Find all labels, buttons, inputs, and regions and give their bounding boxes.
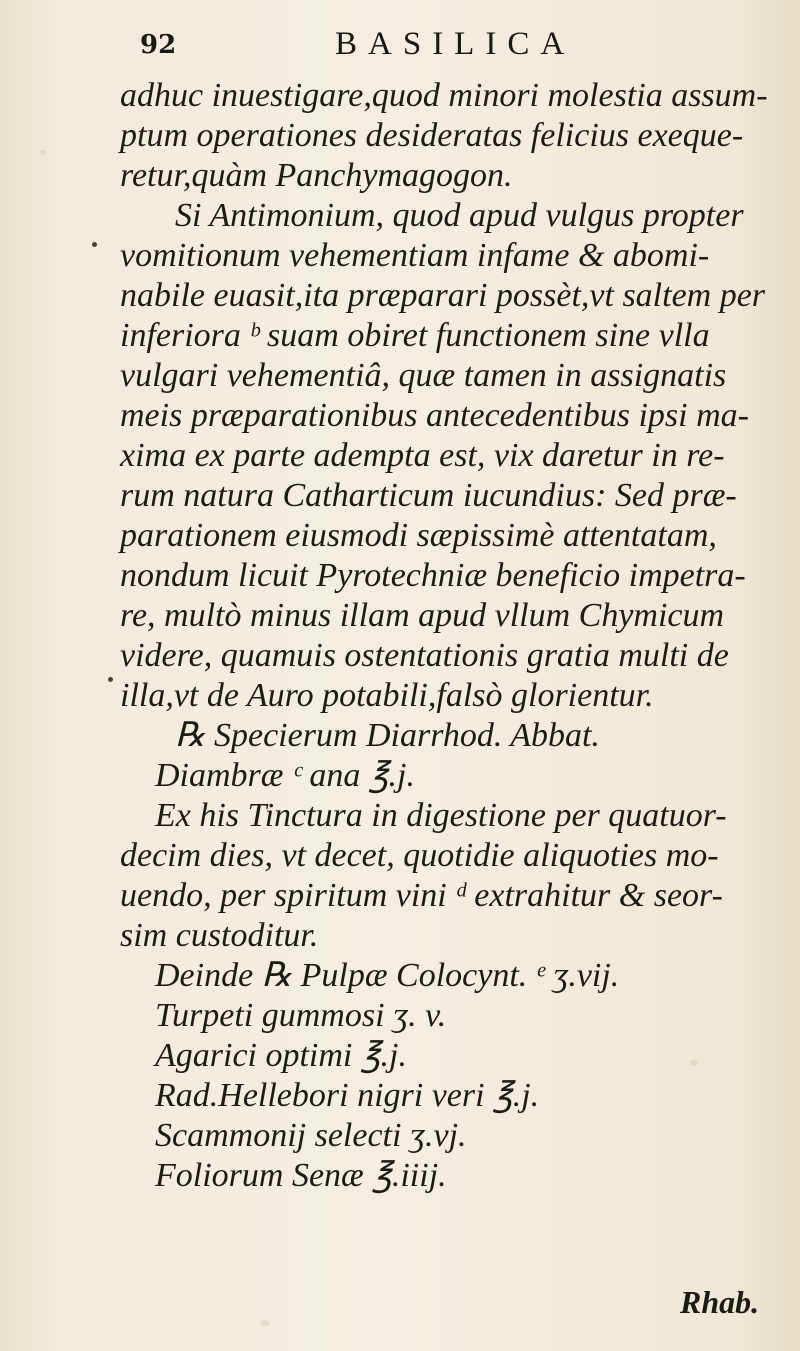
- text-line: inferiora ᵇ suam obiret functionem sine vlla: [120, 317, 710, 354]
- text-line: illa,vt de Auro potabili,falsò glorientur.: [120, 677, 654, 714]
- text-line: adhuc inuestigare,quod minori molestia assum-: [120, 77, 768, 114]
- text-line: sim custoditur.: [120, 917, 319, 954]
- page-number: 92: [140, 30, 177, 60]
- text-line: xima ex parte adempta est, vix daretur in re-: [120, 437, 725, 474]
- margin-mark: [108, 677, 113, 682]
- text-line: nondum licuit Pyrotechniæ beneficio impetra-: [120, 557, 746, 594]
- text-line: Si Antimonium, quod apud vulgus propter: [175, 197, 744, 234]
- text-line: meis præparationibus antecedentibus ipsi ma-: [120, 397, 749, 434]
- text-line: vomitionum vehementiam infame & abomi-: [120, 237, 710, 274]
- text-line: decim dies, vt decet, quotidie aliquoties mo-: [120, 837, 719, 874]
- recipe-line: Agarici optimi ℥.j.: [155, 1037, 407, 1074]
- recipe-line: Scammonij selecti ʒ.vj.: [155, 1117, 467, 1154]
- text-line: parationem eiusmodi sæpissimè attentatam,: [120, 517, 717, 554]
- text-line: ptum operationes desideratas felicius exeque-: [120, 117, 744, 154]
- recipe-line: ℞ Specierum Diarrhod. Abbat.: [175, 717, 600, 754]
- catchword: Rhab.: [680, 1284, 760, 1320]
- text-line: re, multò minus illam apud vllum Chymicum: [120, 597, 725, 634]
- paper-spot: [260, 1320, 270, 1326]
- page-header: [0, 22, 800, 72]
- margin-mark: [92, 242, 97, 247]
- text-line: uendo, per spiritum vini ᵈ extrahitur & seor-: [120, 877, 723, 914]
- recipe-line: Rad.Hellebori nigri veri ℥.j.: [155, 1077, 540, 1114]
- paper-spot: [40, 150, 46, 155]
- recipe-line: Turpeti gummosi ʒ. v.: [155, 997, 447, 1034]
- recipe-line: Foliorum Senæ ℥.iiij.: [155, 1157, 447, 1194]
- recipe-line: Diambræ ᶜ ana ℥.j.: [155, 757, 415, 794]
- text-line: vulgari vehementiâ, quæ tamen in assignatis: [120, 357, 727, 394]
- running-head: BASILICA: [335, 26, 576, 62]
- text-line: retur,quàm Panchymagogon.: [120, 157, 513, 194]
- recipe-line: Deinde ℞ Pulpæ Colocynt. ᵉ ʒ.vij.: [155, 957, 620, 994]
- paper-spot: [690, 1060, 698, 1066]
- text-line: nabile euasit,ita præparari possèt,vt saltem per: [120, 277, 766, 314]
- text-line: videre, quamuis ostentationis gratia multi de: [120, 637, 729, 674]
- text-line: rum natura Catharticum iucundius: Sed præ-: [120, 477, 737, 514]
- text-line: Ex his Tinctura in digestione per quatuor-: [155, 797, 727, 834]
